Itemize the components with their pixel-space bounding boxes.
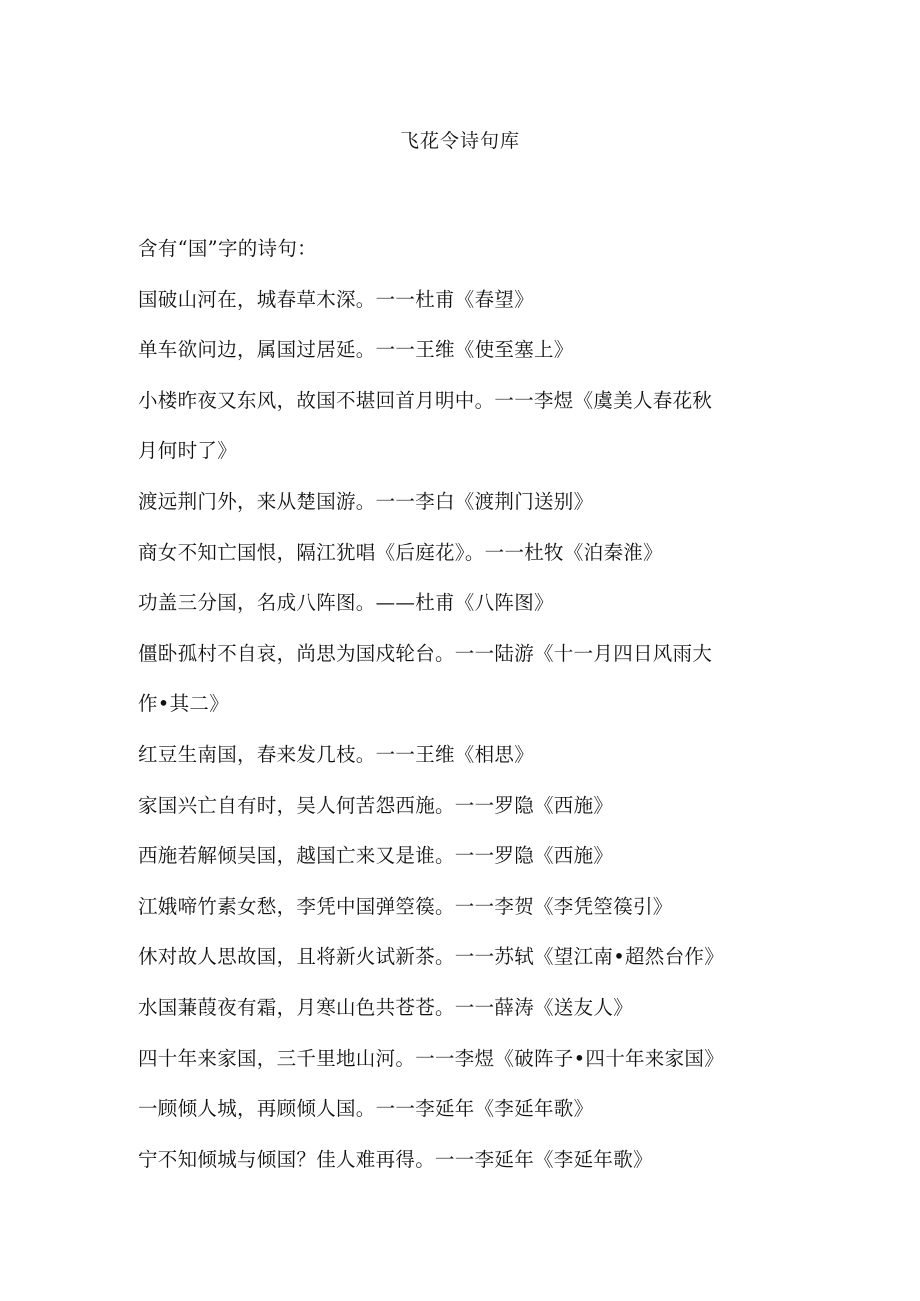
poem-line: 宁不知倾城与倾国？佳人难再得。一一李延年《李延年歌》 — [138, 1147, 653, 1171]
poem-line: 一顾倾人城，再顾倾人国。一一李延年《李延年歌》 — [138, 1097, 594, 1121]
poem-line: 国破山河在，城春草木深。一一杜甫《春望》 — [138, 287, 535, 311]
poem-line: 渡远荆门外，来从楚国游。一一李白《渡荆门送别》 — [138, 489, 594, 513]
section-heading: 含有“国”字的诗句： — [138, 237, 317, 260]
document-title: 飞花令诗句库 — [399, 130, 520, 152]
poem-line: 家国兴亡自有时，吴人何苦怨西施。一一罗隐《西施》 — [138, 793, 614, 817]
poem-line-continuation: 作•其二》 — [138, 692, 230, 716]
poem-line: 僵卧孤村不自哀，尚思为国戍轮台。一一陆游《十一月四日风雨大 — [138, 641, 713, 665]
poem-line: 休对故人思故国，且将新火试新茶。一一苏轼《望江南•超然台作》 — [138, 945, 725, 969]
poem-line: 商女不知亡国恨，隔江犹唱《后庭花》。一一杜牧《泊秦淮》 — [138, 540, 663, 564]
poem-line: 水国蒹葭夜有霜，月寒山色共苍苍。一一薛涛《送友人》 — [138, 995, 634, 1019]
poem-line: 四十年来家国，三千里地山河。一一李煜《破阵子•四十年来家国》 — [138, 1046, 725, 1070]
poem-line: 西施若解倾吴国，越国亡来又是谁。一一罗隐《西施》 — [138, 844, 614, 868]
poem-line: 红豆生南国，春来发几枝。一一王维《相思》 — [138, 742, 535, 766]
poem-line: 单车欲问边，属国过居延。一一王维《使至塞上》 — [138, 338, 574, 362]
poem-line: 功盖三分国，名成八阵图。——杜甫《八阵图》 — [138, 591, 554, 615]
poem-line: 江娥啼竹素女愁，李凭中国弹箜篌。一一李贺《李凭箜篌引》 — [138, 894, 673, 918]
poem-list — [138, 224, 738, 1185]
poem-line: 小楼昨夜又东风，故国不堪回首月明中。一一李煜《虞美人春花秋 — [138, 388, 713, 412]
poem-line-continuation: 月何时了》 — [138, 439, 238, 463]
